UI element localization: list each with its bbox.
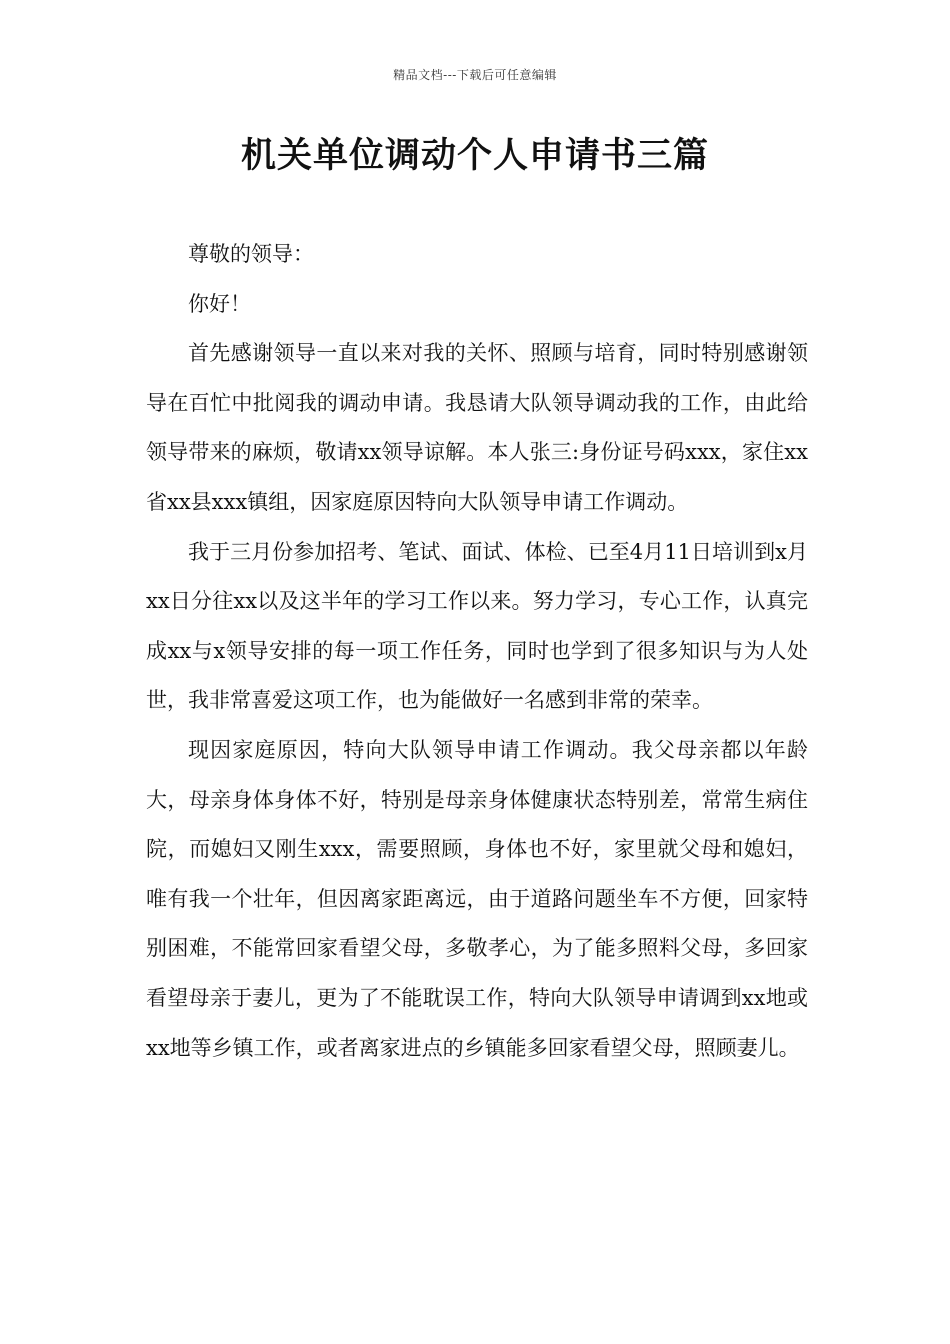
- salutation: 尊敬的领导：: [188, 242, 314, 266]
- paragraph-1: 首先感谢领导一直以来对我的关怀、照顾与培育，同时特别感谢领导在百忙中批阅我的调动申请。我恳请大队领导调动我的工作，由此给领导带来的麻烦，敬请xx领导谅解。本人张三:身份证号码xxx，家住xx省xx县xxx镇组，因家庭原因特向大队领导申请工作调动。: [146, 341, 808, 514]
- greeting: 你好！: [188, 291, 251, 316]
- header-note: 精品文档---下载后可任意编辑: [393, 68, 557, 82]
- document-body: [146, 230, 808, 1073]
- paragraph-3: 现因家庭原因，特向大队领导申请工作调动。我父母亲都以年龄大，母亲身体身体不好，特别是母亲身体健康状态特别差，常常生病住院，而媳妇又刚生xxx，需要照顾，身体也不好，家里就父母和媳妇，唯有我一个壮年，但因离家距离远，由于道路问题坐车不方便，回家特别困难，不能常回家看望父母，多敬孝心，为了能多照料父母，多回家看望母亲于妻儿，更为了不能耽误工作，特向大队领导申请调到xx地或xx地等乡镇工作，或者离家进点的乡镇能多回家看望父母，照顾妻儿。: [146, 737, 808, 1060]
- document-title: 机关单位调动个人申请书三篇: [240, 136, 709, 176]
- paragraph-2: 我于三月份参加招考、笔试、面试、体检、已至4月11日培训到x月xx日分往xx以及这半年的学习工作以来。努力学习，专心工作，认真完成xx与x领导安排的每一项工作任务，同时也学到了很多知识与为人处世，我非常喜爱这项工作，也为能做好一名感到非常的荣幸。: [146, 539, 808, 713]
